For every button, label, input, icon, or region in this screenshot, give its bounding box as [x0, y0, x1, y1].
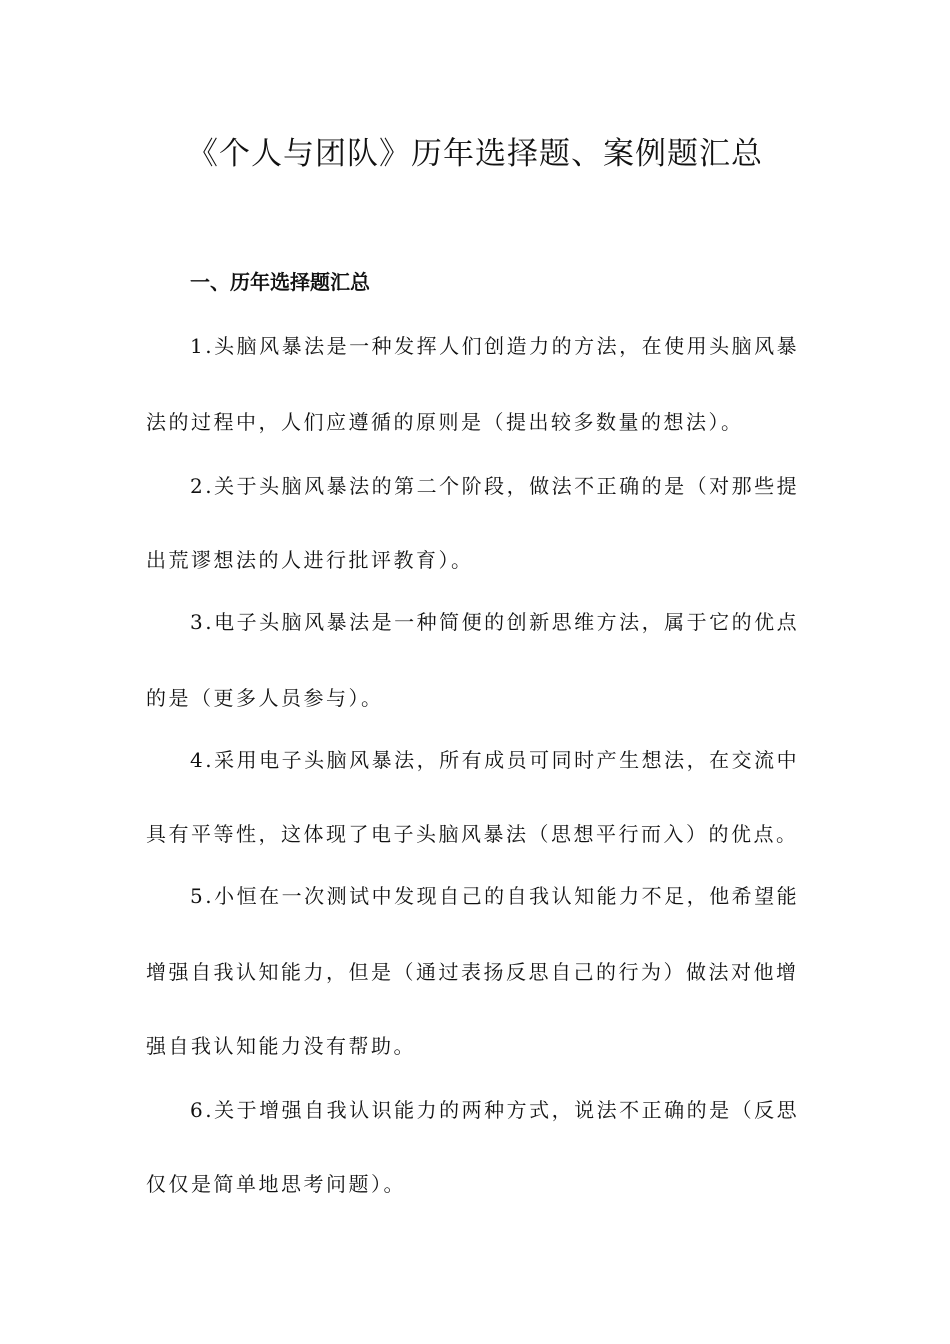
document-title: 《个人与团队》历年选择题、案例题汇总	[187, 136, 763, 172]
question-1-line-1: 1.头脑风暴法是一种发挥人们创造力的方法，在使用头脑风暴	[190, 334, 800, 358]
question-5-line-3: 强自我认知能力没有帮助。	[146, 1034, 416, 1058]
question-4-line-1: 4.采用电子头脑风暴法，所有成员可同时产生想法，在交流中	[190, 748, 800, 772]
question-2-line-1: 2.关于头脑风暴法的第二个阶段，做法不正确的是（对那些提	[190, 474, 800, 498]
question-5-line-2: 增强自我认知能力，但是（通过表扬反思自己的行为）做法对他增	[146, 960, 799, 984]
question-3-line-2: 的是（更多人员参与）。	[146, 686, 384, 710]
question-1-line-2: 法的过程中，人们应遵循的原则是（提出较多数量的想法）。	[146, 410, 744, 434]
question-6-line-1: 6.关于增强自我认识能力的两种方式，说法不正确的是（反思	[190, 1098, 800, 1122]
question-2-line-2: 出荒谬想法的人进行批评教育）。	[146, 548, 474, 572]
question-4-line-2: 具有平等性，这体现了电子头脑风暴法（思想平行而入）的优点。	[146, 822, 799, 846]
question-5-line-1: 5.小恒在一次测试中发现自己的自我认知能力不足，他希望能	[190, 884, 800, 908]
section-heading: 一、历年选择题汇总	[190, 270, 370, 294]
question-3-line-1: 3.电子头脑风暴法是一种简便的创新思维方法，属于它的优点	[190, 610, 800, 634]
question-6-line-2: 仅仅是简单地思考问题）。	[146, 1172, 406, 1196]
